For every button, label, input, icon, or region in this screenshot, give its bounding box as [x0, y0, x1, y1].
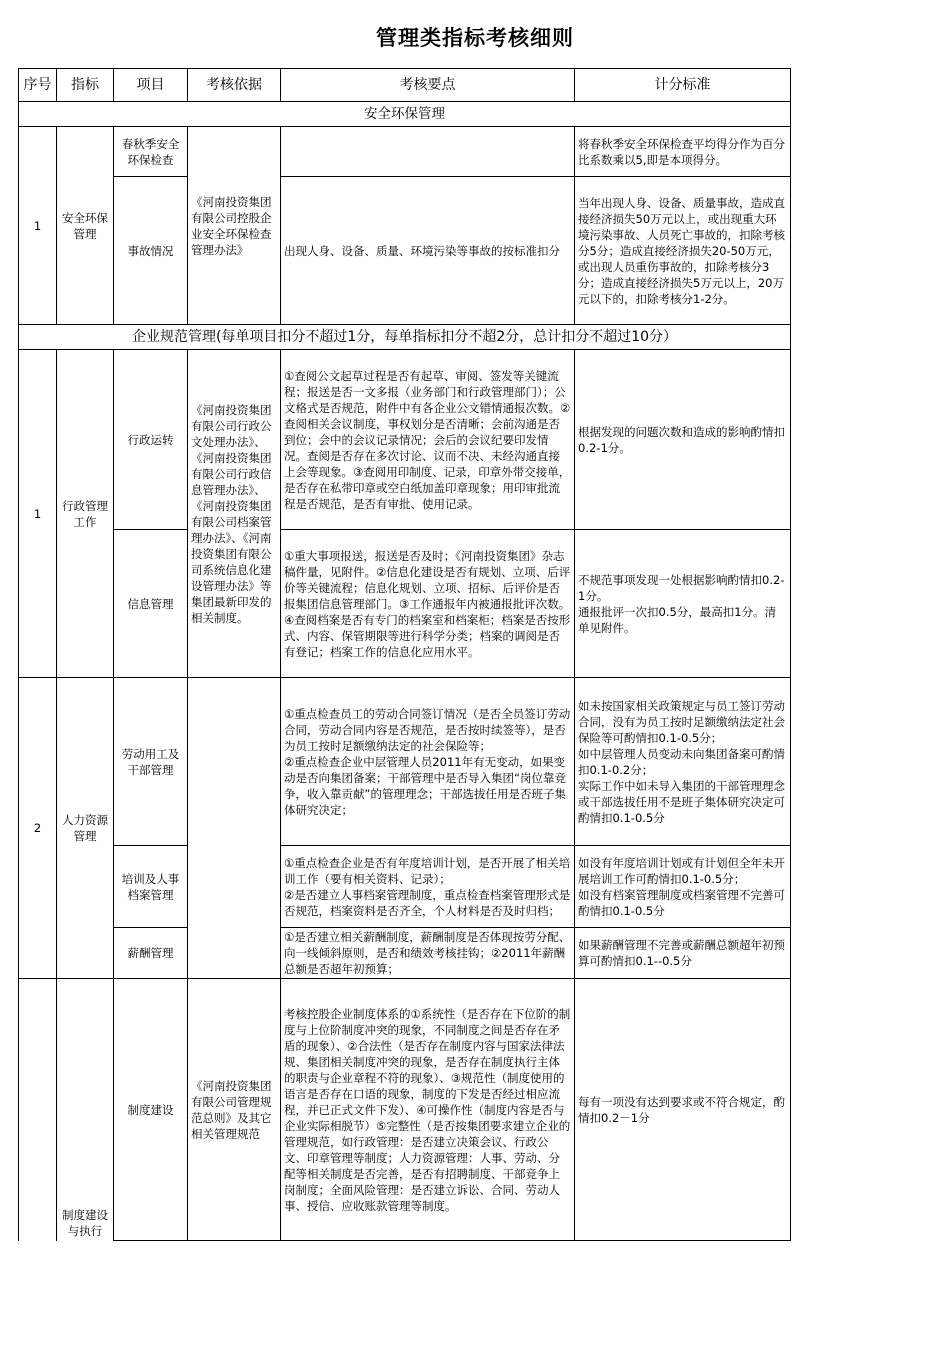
page-title: 管理类指标考核细则	[376, 26, 574, 50]
table-row	[19, 127, 791, 177]
table-row	[19, 177, 791, 325]
score-cell: 如未按国家相关政策规定与员工签订劳动合同，没有为员工按时足额缴纳法定社会保险等可酌情扣0.1-0.5分； 如中层管理人员变动未向集团备案可酌情扣0.1-0.2分； 实际工作中如未导入集团的干部管理理念或干部选拔任用不是班子集体研究决定可酌情扣0.1-0.5分	[575, 678, 791, 846]
header-no: 序号	[19, 69, 57, 102]
row-number: 1	[19, 127, 57, 325]
table-row	[19, 979, 791, 1241]
header-score: 计分标准	[575, 69, 791, 102]
section-title-safety: 安全环保管理	[19, 102, 791, 127]
points-cell: 考核控股企业制度体系的①系统性（是否存在下位阶的制度与上位阶制度冲突的现象，不同制度之间是否存在矛盾的现象）、②合法性（是否存在制度内容与国家法律法规、集团相关制度冲突的现象，是否存在制度执行主体的职责与企业章程不符的现象）、③规范性（制度使用的语言是否存在口语的现象，制度的下发是否经过相应流程，并已正式文件下发）、④可操作性（制度内容是否与企业实际相脱节）⑤完整性（是否按集团要求建立企业的管理规范，如行政管理：是否建立决策会议、行政公文、印章管理等制度；人力资源管理：人事、劳动、分配等相关制度是否完善，是否有招聘制度、干部竞争上岗制度；全面风险管理：是否建立诉讼、合同、劳动人事、授信、应收账款管理等制度。	[281, 979, 575, 1241]
indicator-text: 制度建设与执行	[62, 1207, 108, 1238]
table-row	[19, 678, 791, 846]
basis-cell: 《河南投资集团有限公司控股企业安全环保检查管理办法》	[188, 127, 281, 325]
row-number: 1	[19, 350, 57, 678]
assessment-table	[18, 68, 791, 1241]
points-cell: ①是否建立相关薪酬制度，薪酬制度是否体现按劳分配、向一线倾斜原则，是否和绩效考核挂钩；②2011年薪酬总额是否超年初预算；	[281, 928, 575, 979]
item-cell: 薪酬管理	[114, 928, 188, 979]
score-cell: 根据发现的问题次数和造成的影响酌情扣0.2-1分。	[575, 350, 791, 530]
indicator-cell: 安全环保管理	[57, 127, 114, 325]
section-title-compliance: 企业规范管理(每单项目扣分不超过1分，每单指标扣分不超2分，总计扣分不超过10分）	[19, 325, 791, 350]
item-cell: 信息管理	[114, 530, 188, 678]
header-basis: 考核依据	[188, 69, 281, 102]
item-cell: 培训及人事档案管理	[114, 846, 188, 928]
section-row	[19, 102, 791, 127]
points-cell: 出现人身、设备、质量、环境污染等事故的按标准扣分	[281, 177, 575, 325]
basis-cell: 《河南投资集团有限公司行政公文处理办法》、《河南投资集团有限公司行政信息管理办法》、《河南投资集团有限公司档案管理办法》、《河南投资集团有限公司系统信息化建设管理办法》等集团最新印发的相关制度。	[188, 350, 281, 678]
header-item: 项目	[114, 69, 188, 102]
score-cell: 当年出现人身、设备、质量事故，造成直接经济损失50万元以上，或出现重大环境污染事故、人员死亡事故的，扣除考核分5分；造成直接经济损失20-50万元，或出现人员重伤事故的，扣除考核分3分；造成直接经济损失5万元以上，20万元以下的，扣除考核分1-2分。	[575, 177, 791, 325]
points-cell: ①查阅公文起草过程是否有起草、审阅、签发等关键流程；报送是否一文多报（业务部门和行政管理部门）；公文格式是否规范，附件中有各企业公文错情通报次数。②查阅相关会议制度，事权划分是否清晰；会前沟通是否到位；会中的会议记录情况；会后的会议纪要印发情况。查阅是否存在多次讨论、议而不决、未经沟通直接上会等现象。③查阅用印制度、记录，印章外带交接单，是否存在私带印章或空白纸加盖印章现象；用印审批流程是否规范，是否有审批、使用记录。	[281, 350, 575, 530]
row-number	[19, 979, 57, 1241]
item-cell: 行政运转	[114, 350, 188, 530]
table-row	[19, 530, 791, 678]
header-row	[19, 69, 791, 102]
score-cell: 不规范事项发现一处根据影响酌情扣0.2-1分。 通报批评一次扣0.5分，最高扣1分。清单见附件。	[575, 530, 791, 678]
header-indicator: 指标	[57, 69, 114, 102]
item-cell: 事故情况	[114, 177, 188, 325]
item-cell: 劳动用工及干部管理	[114, 678, 188, 846]
score-cell: 将春秋季安全环保检查平均得分作为百分比系数乘以5,即是本项得分。	[575, 127, 791, 177]
basis-cell	[188, 678, 281, 979]
indicator-cell: 人力资源管理	[57, 678, 114, 979]
section-row	[19, 325, 791, 350]
score-cell: 如果薪酬管理不完善或薪酬总额超年初预算可酌情扣0.1--0.5分	[575, 928, 791, 979]
points-cell: ①重点检查企业是否有年度培训计划，是否开展了相关培训工作（要有相关资料、记录）； ②是否建立人事档案管理制度，重点检查档案管理形式是否规范，档案资料是否齐全，个人材料是否及时归档；	[281, 846, 575, 928]
basis-cell: 《河南投资集团有限公司管理规范总则》及其它相关管理规范	[188, 979, 281, 1241]
indicator-cell: 行政管理工作	[57, 350, 114, 678]
table-row	[19, 928, 791, 979]
indicator-cell	[57, 979, 114, 1241]
table-row	[19, 350, 791, 530]
table-row	[19, 846, 791, 928]
score-cell: 每有一项没有达到要求或不符合规定，酌情扣0.2－1分	[575, 979, 791, 1241]
row-number: 2	[19, 678, 57, 979]
score-cell: 如没有年度培训计划或有计划但全年未开展培训工作可酌情扣0.1-0.5分； 如没有档案管理制度或档案管理不完善可酌情扣0.1-0.5分	[575, 846, 791, 928]
item-cell: 春秋季安全环保检查	[114, 127, 188, 177]
header-points: 考核要点	[281, 69, 575, 102]
points-cell: ①重大事项报送，报送是否及时；《河南投资集团》杂志稿件量，见附件。②信息化建设是否有规划、立项、后评价等关键流程；信息化规划、立项、招标、后评价是否报集团信息管理部门。③工作通报年内被通报批评次数。④查阅档案是否有专门的档案室和档案柜；档案是否按形式、内容、保管期限等进行科学分类；档案的调阅是否有登记；档案工作的信息化应用水平。	[281, 530, 575, 678]
item-cell: 制度建设	[114, 979, 188, 1241]
points-cell: ①重点检查员工的劳动合同签订情况（是否全员签订劳动合同，劳动合同内容是否规范，是否按时续签等），是否为员工按时足额缴纳法定的社会保险等； ②重点检查企业中层管理人员2011年有无变动，如果变动是否向集团备案；干部管理中是否导入集团“岗位靠竞争，收入靠贡献”的管理理念；干部选拔任用是否班子集体研究决定；	[281, 678, 575, 846]
points-cell	[281, 127, 575, 177]
